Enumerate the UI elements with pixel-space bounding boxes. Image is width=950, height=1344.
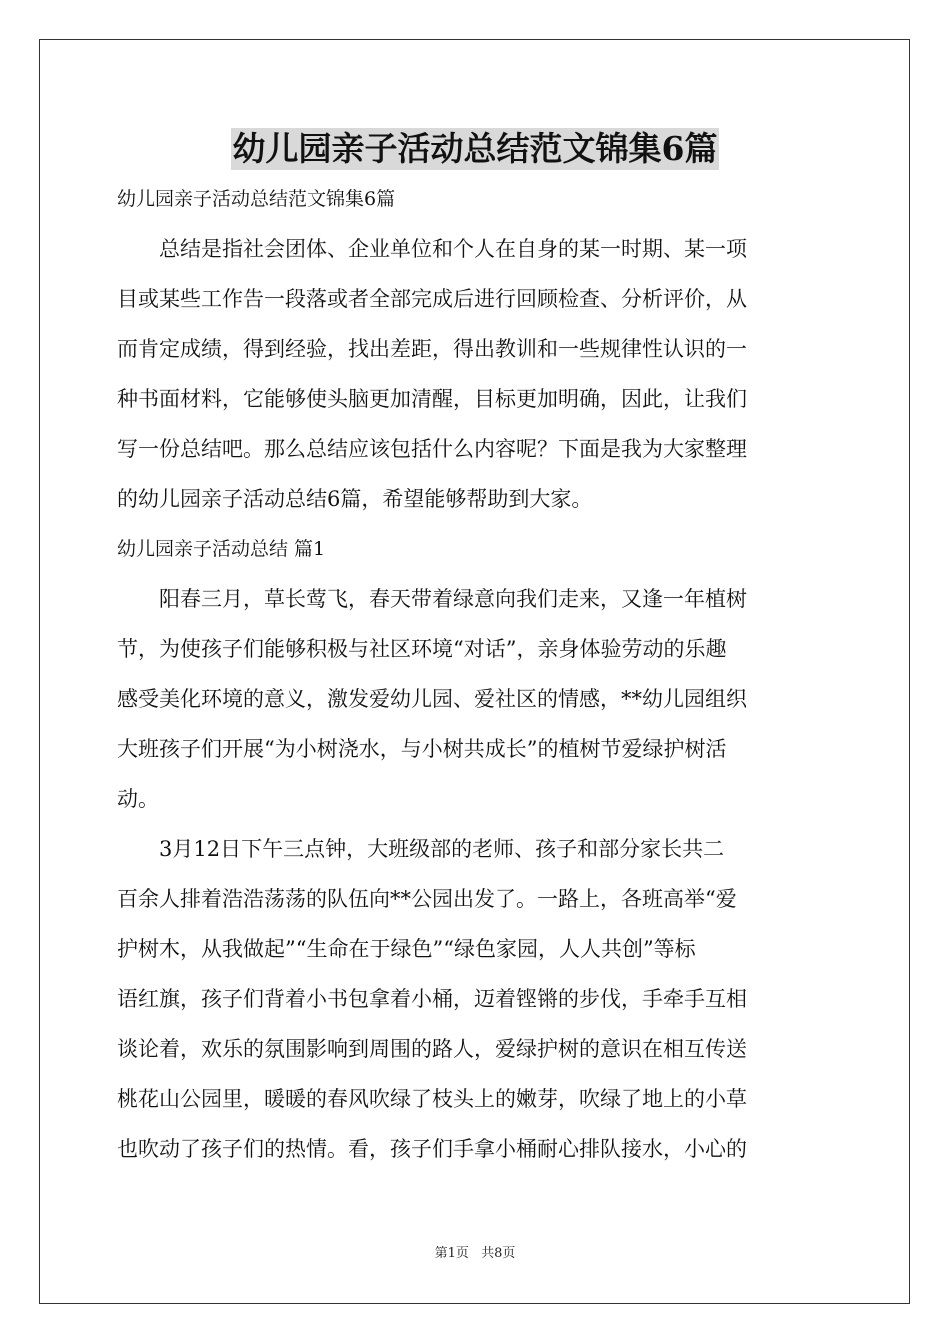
page-number: 第1页 xyxy=(434,1246,469,1261)
paragraph-line: 感受美化环境的意义，激发爱幼儿园、爱社区的情感，**幼儿园组织 xyxy=(117,687,747,711)
paragraph-line: 桃花山公园里，暖暖的春风吹绿了枝头上的嫩芽，吹绿了地上的小草 xyxy=(117,1087,747,1111)
title-container xyxy=(0,128,950,170)
paragraph-line: 百余人排着浩浩荡荡的队伍向**公园出发了。一路上，各班高举“爱 xyxy=(117,887,737,911)
intro-paragraph xyxy=(117,234,833,515)
paragraph-line: 而肯定成绩，得到经验，找出差距，得出教训和一些规律性认识的一 xyxy=(117,337,747,361)
paragraph-line: 谈论着，欢乐的氛围影响到周围的路人，爱绿护树的意识在相互传送 xyxy=(117,1037,747,1061)
section1-paragraph-1 xyxy=(117,584,833,815)
document-subtitle: 幼儿园亲子活动总结范文锦集6篇 xyxy=(117,188,396,210)
spacer xyxy=(117,565,833,584)
section1-paragraph-2 xyxy=(117,834,833,1165)
paragraph-line: 阳春三月，草长莺飞，春天带着绿意向我们走来，又逢一年植树 xyxy=(117,587,747,611)
document-body xyxy=(117,184,833,1184)
paragraph-line: 语红旗，孩子们背着小书包拿着小桶，迈着铿锵的步伐，手牵手互相 xyxy=(117,987,747,1011)
spacer xyxy=(117,215,833,234)
paragraph-line: 3月12日下午三点钟，大班级部的老师、孩子和部分家长共二 xyxy=(117,837,725,861)
paragraph-line: 也吹动了孩子们的热情。看，孩子们手拿小桶耐心排队接水，小心的 xyxy=(117,1137,747,1161)
paragraph-line: 的幼儿园亲子活动总结6篇，希望能够帮助到大家。 xyxy=(117,487,593,511)
paragraph-line: 节，为使孩子们能够积极与社区环境“对话”，亲身体验劳动的乐趣 xyxy=(117,637,727,661)
paragraph-line: 种书面材料，它能够使头脑更加清醒，目标更加明确，因此，让我们 xyxy=(117,387,747,411)
paragraph-line: 总结是指社会团体、企业单位和个人在自身的某一时期、某一项 xyxy=(117,237,747,261)
paragraph-line: 护树木，从我做起”“生命在于绿色”“绿色家园，人人共创”等标 xyxy=(117,937,696,961)
paragraph-line: 动。 xyxy=(117,787,159,811)
paragraph-line: 目或某些工作告一段落或者全部完成后进行回顾检查、分析评价，从 xyxy=(117,287,747,311)
paragraph-line: 写一份总结吧。那么总结应该包括什么内容呢？下面是我为大家整理 xyxy=(117,437,747,461)
document-title: 幼儿园亲子活动总结范文锦集6篇 xyxy=(232,129,718,168)
section-heading: 幼儿园亲子活动总结 篇1 xyxy=(117,538,326,560)
paragraph-line: 大班孩子们开展“为小树浇水，与小树共成长”的植树节爱绿护树活 xyxy=(117,737,727,761)
page-footer xyxy=(0,1245,950,1263)
page-total: 共8页 xyxy=(481,1246,516,1261)
